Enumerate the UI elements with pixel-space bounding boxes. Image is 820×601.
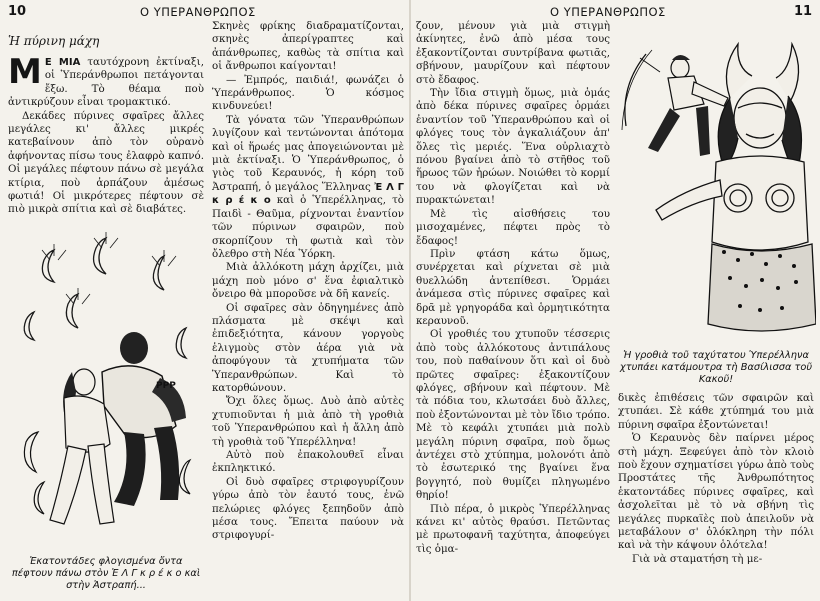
paragraph-text: καὶ ὁ Ὑπερέλληνας, τὸ Παιδὶ - Θαῦμα, ρίχνονται ἐναντίον τῶν πύρινων σφαιρῶν, ποὺ σκορπίζουν τὴ φωτιὰ καὶ τὸν ὄλεθρο στὴ Νέα Ὑόρκη.	[212, 194, 404, 260]
paragraph: Πιὸ πέρα, ὁ μικρὸς Ὑπερέλληνας κάνει κι' αὐτὸς θραύσι. Πετῶντας μὲ πρωτοφανῆ ταχύτητα, ἀποφεύγει τὶς ὁμα-	[416, 502, 610, 555]
paragraph: Μιὰ ἀλλόκοτη μάχη ἀρχίζει, μιὰ μάχη ποὺ μόνο σ' ἕνα ἐφιαλτικὸ ὄνειρο θὰ μποροῦσε νὰ δῆ κανείς.	[212, 261, 404, 301]
paragraph: Γιὰ νὰ σταματήση τὴ με-	[632, 552, 763, 565]
paragraph: — Ἐμπρός, παιδιά!, φωνάζει ὁ Ὑπεράνθρωπος. Ὁ κόσμος κινδυνεύει!	[212, 73, 404, 113]
elgreko-name: Ἐ Λ Γ κ ρ έ κ ο	[212, 181, 404, 207]
drop-cap: Μ	[8, 52, 42, 92]
queen-of-evil-illustration	[620, 38, 816, 338]
paragraph: Οἱ γροθιές του χτυποῦν τέσσερις ἀπὸ τοὺς ἀλλόκοτους ἀντιπάλους του, ποὺ παθαίνουν ὅτι καὶ οἱ δυὸ πρῶτες σφαῖρες: ἐξακοντίζουν φλόγες, σβήνουν καὶ πέφτουν. Μὲ τὰ πόδια του, κλωτσάει δυὸ ἄλλες, ποὺ ἐξοντώνονται μὲ τὸν ἴδιο τρόπο. Μὲ τὸ κεφάλι χτυπάει μιὰ πολὺ μεγάλη πύρινη σφαῖρα, ποὺ ὅμως ἀντέχει στὸ χτύπημα, μολονότι ἀπὸ τὸ ἐσωτερικό της βγαίνει ἕνα βογγητό, ποὺ θυμίζει πληγωμένο θηρίο!	[416, 328, 610, 502]
paragraph-text: Τὰ γόνατα τῶν Ὑπερανθρώπων λυγίζουν καὶ τεντώνονται ἀπότομα καὶ οἱ ἥρωές μας ἀπογειώνονται μὲ μιὰ ἐκτίναξι. Ὁ Ὑπεράνθρωπος, ὁ γιὸς τοῦ Κεραυνός, ἡ κόρη τοῦ Ἀστραπή, ὁ μεγάλος Ἕλληνας	[212, 113, 404, 193]
column-1	[8, 52, 204, 217]
svg-text:PPP: PPP	[156, 381, 176, 391]
column-4	[618, 392, 814, 566]
paragraph: δικὲς ἐπιθέσεις τῶν σφαιρῶν καὶ χτυπάει. Σὲ κάθε χτύπημά του μιὰ πύρινη σφαῖρα ἐξοντώνεται!	[618, 392, 814, 431]
flame-icon	[42, 250, 54, 282]
right-illustration-caption: Ἡ γροθιὰ τοῦ ταχύτατου Ὑπερέλληνα χτυπάει κατάμουτρα τὴ Βασίλισσα τοῦ Κακοῦ!	[619, 350, 813, 385]
paragraph: Τὴν ἴδια στιγμὴ ὅμως, μιὰ ὁμάς ἀπὸ δέκα πύρινες σφαῖρες ὁρμάει ἐναντίον τοῦ Ὑπερανθρώπου καὶ οἱ φλόγες τους τὸν ἀγκαλιάζουν ἀπ' ὅλες τὶς μεριές. Ἕνα οὐρλιαχτὸ πόνου βγαίνει ἀπὸ τὸ στῆθος τοῦ ἥρωος τῶν ἡρώων. Νοιώθει τὸ κορμί του νὰ φλογίζεται καὶ νὰ πυρακτώνεται!	[416, 87, 610, 207]
running-head-left: Ο ΥΠΕΡΑΝΘΡΩΠΟΣ	[140, 5, 256, 19]
paragraph: Δεκάδες πύρινες σφαῖρες ἄλλες μεγάλες κι' ἄλλες μικρές κατεβαίνουν ἀπὸ τὸν οὐρανὸ ἀφήνοντας πίσω τους ἐλαφρὸ καπνό. Οἱ μεγάλες πέφτουν πάνω σὲ μεγάλα κτίρια, ποὺ ἀρπάζουν ἀμέσως φωτιά! Οἱ μικρότερες πέφτουν σὲ πιὸ μικρὰ σπίτια καὶ σὲ διαβάτες.	[8, 109, 204, 216]
flame-icon	[179, 460, 190, 494]
flame-icon	[24, 312, 34, 340]
section-title: Ἡ πύρινη μάχη	[8, 34, 100, 48]
paragraph: Ὁ Κεραυνὸς δὲν παίρνει μέρος στὴ μάχη. Ξεφεύγει ἀπὸ τὸν κλοιὸ ποὺ ἔχουν σχηματίσει γύρω ἀπὸ τοὺς Προστάτες τῆς Ἀνθρωπότητος ἑκατοντάδες πύρινες σφαῖρες, καὶ ἀσχολεῖται μὲ τὸ νὰ σβήνη τὶς μεγάλες πυρκαϊὲς ποὺ ἀπειλοῦν νὰ μεταβάλουν σ' ὁλόκληρη τὴν πόλι καὶ νὰ τὴν κάψουν ὁλότελα!	[618, 432, 814, 552]
page-number-left: 10	[8, 4, 27, 19]
opening-text: ταυτόχρονη ἐκτίναξι, οἱ Ὑπεράνθρωποι πετάγονται ἔξω. Τὸ θέαμα ποὺ ἀντικρύζουν εἶναι τρομακτικό.	[8, 56, 204, 109]
column-3	[416, 20, 610, 556]
flame-icon	[153, 256, 164, 290]
paragraph: Οἱ σφαῖρες σὰν ὀδηγημένες ἀπὸ πλάσματα μὲ σκέψι καὶ ἐπιδεξιότητα, κάνουν γοργοὺς ἑλιγμοὺς στὸν ἀέρα γιὰ νὰ ἀποφύγουν τὰ χτυπήματα τῶν Ὑπερανθρώπων. Καὶ τὸ κατορθώνουν.	[212, 301, 404, 394]
running-head-right: Ο ΥΠΕΡΑΝΘΡΩΠΟΣ	[550, 5, 666, 19]
left-illustration-caption: Ἑκατοντάδες φλογισμένα ὄντα πέφτουν πάνω στὸν Ἐ Λ Γ κ ρ έ κ ο καὶ στὴν Ἀστραπή...	[11, 556, 201, 591]
fireball-illustration	[14, 232, 206, 548]
column-2	[212, 20, 404, 543]
flame-icon	[176, 328, 186, 358]
paragraph: Οἱ δυὸ σφαῖρες στριφογυρίζουν γύρω ἀπὸ τὸν ἑαυτό τους, ἐνῶ πελώριες φλόγες ξεπηδοῦν ἀπὸ μέσα τους. Ἔπειτα παύουν νὰ στριφογυρί-	[212, 475, 404, 542]
opening-paragraph	[8, 52, 204, 110]
paragraph: ζουν, μένουν γιὰ μιὰ στιγμὴ ἀκίνητες, ἐνῶ ἀπὸ μέσα τους ἐξακοντίζονται συντρίβανα φωτιᾶς, σβήνουν, μαυρίζουν καὶ πέφτουν στὸ ἔδαφος.	[416, 20, 610, 86]
queen-figure	[622, 44, 816, 331]
paragraph	[212, 114, 404, 261]
lead-caps: Ε ΜΙΑ	[44, 57, 81, 68]
hero-figure	[102, 332, 186, 506]
flame-icon	[94, 238, 106, 274]
paragraph: Πρὶν φτάση κάτω ὅμως, συνέρχεται καὶ ρίχνεται σὲ μιὰ θυελλώδη ἀντεπίθεσι. Ὁρμάει ἀνάμεσα στὶς πύρινες σφαῖρες καὶ δρᾶ μὲ γρηγοράδα καὶ ὁρμητικότητα κεραυνοῦ.	[416, 247, 610, 327]
flame-icon	[66, 294, 78, 328]
page-number-right: 11	[794, 4, 813, 19]
paragraph: Μὲ τὶς αἰσθήσεις του μισοχαμένες, πέφτει πρὸς τὸ ἔδαφος!	[416, 207, 610, 247]
flame-icon	[24, 432, 38, 472]
right-page	[410, 0, 820, 601]
paragraph: Ὄχι ὅλες ὅμως. Δυὸ ἀπὸ αὐτὲς χτυπιοῦνται ἡ μιὰ ἀπὸ τὴ γροθιὰ τοῦ Ὑπερανθρώπου καὶ ἡ ἄλλη ἀπὸ τὴ γροθιὰ τοῦ Ὑπερέλληνα!	[212, 395, 404, 448]
paragraph: Σκηνὲς φρίκης διαδραματίζονται, σκηνὲς ἀπερίγραπτες καὶ ἀπάνθρωπες, καθὼς τὰ σπίτια καὶ οἱ ἄνθρωποι καίγονται!	[212, 20, 404, 73]
boy-hero-figure	[640, 55, 728, 156]
paragraph: Αὐτὸ ποὺ ἐπακολουθεῖ εἶναι ἐκπληκτικό.	[212, 449, 404, 475]
flame-icon	[34, 482, 44, 514]
